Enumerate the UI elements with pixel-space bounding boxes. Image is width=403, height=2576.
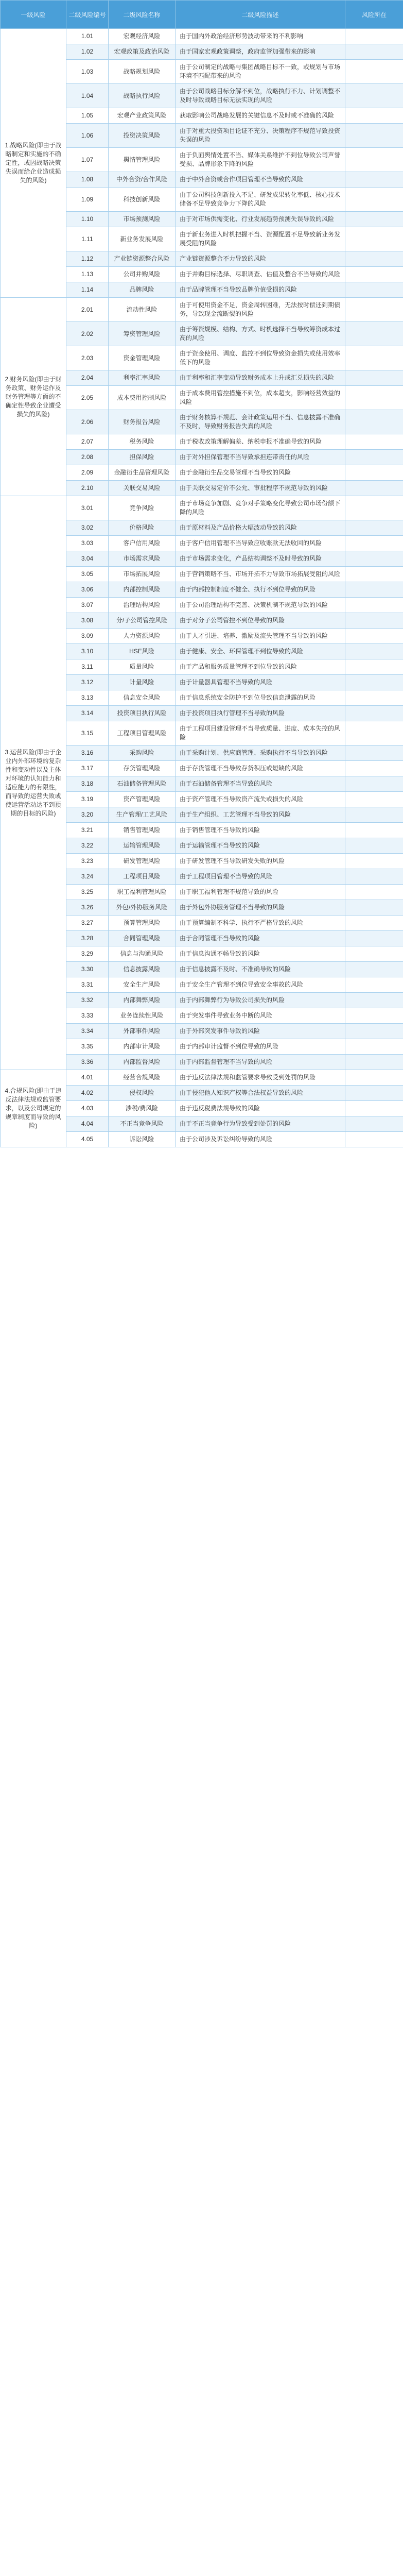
risk-description-cell: 由于公司制定的战略与集团战略目标不一致，或规划与市场环境不匹配带来的风险 [176,60,345,84]
risk-code-cell: 4.03 [66,1101,109,1116]
risk-location-cell [345,885,403,900]
risk-code-cell: 4.04 [66,1116,109,1132]
risk-name-cell: 中外合资/合作风险 [109,172,176,188]
risk-code-cell: 3.30 [66,962,109,977]
risk-description-cell: 由于职工福利管理不规范导致的风险 [176,885,345,900]
risk-location-cell [345,613,403,629]
risk-code-cell: 3.21 [66,823,109,838]
risk-location-cell [345,869,403,885]
risk-code-cell: 2.01 [66,298,109,322]
risk-description-cell: 由于国家宏观政策调整，政府监管加强带来的影响 [176,44,345,60]
risk-description-cell: 由于成本费用管控措施不到位，成本超支，影响经营效益的风险 [176,386,345,410]
risk-description-cell: 由于存货管理不当导致存货积压或短缺的风险 [176,761,345,776]
risk-location-cell [345,386,403,410]
risk-code-cell: 3.09 [66,629,109,644]
risk-name-cell: 市场拓展风险 [109,567,176,582]
risk-description-cell: 由于可使用资金不足，资金周转困难，无法按时偿还到期债务，导致现金流断裂的风险 [176,298,345,322]
risk-code-cell: 3.32 [66,993,109,1008]
level1-risk-cell: 1.战略风险(即由于战略制定和实施的不确定性，或因战略决策失误而给企业造成损失的风险) [1,29,66,298]
risk-code-cell: 4.01 [66,1070,109,1086]
risk-location-cell [345,1039,403,1055]
risk-name-cell: 计量风险 [109,675,176,690]
risk-location-cell [345,188,403,212]
risk-code-cell: 2.04 [66,370,109,386]
risk-description-cell: 由于资产管理不当导致资产流失或损失的风险 [176,792,345,807]
risk-description-cell: 由于对外担保管理不当导致承担连带责任的风险 [176,450,345,465]
table-body [1,29,403,1147]
risk-location-cell [345,282,403,298]
level1-risk-cell: 4.合规风险(即由于违反法律法规或监管要求，以及公司规定的规章制度而导致的风险) [1,1070,66,1147]
risk-name-cell: 内部舞弊风险 [109,993,176,1008]
risk-description-cell: 由于市场需求变化，产品结构调整不及时导致的风险 [176,551,345,567]
risk-location-cell [345,1116,403,1132]
risk-code-cell: 3.14 [66,706,109,721]
risk-name-cell: 石油储备管理风险 [109,776,176,792]
risk-code-cell: 1.09 [66,188,109,212]
risk-description-cell: 由于公司涉及诉讼纠纷导致的风险 [176,1132,345,1147]
risk-name-cell: 筹资管理风险 [109,322,176,346]
risk-name-cell: 客户信用风险 [109,536,176,551]
header-code: 二级风险编号 [66,1,109,29]
risk-code-cell: 3.23 [66,854,109,869]
risk-code-cell: 3.19 [66,792,109,807]
risk-location-cell [345,1008,403,1024]
risk-name-cell: 资产管理风险 [109,792,176,807]
risk-name-cell: 宏观政策及政治风险 [109,44,176,60]
risk-location-cell [345,465,403,481]
risk-code-cell: 2.07 [66,434,109,450]
risk-code-cell: 3.24 [66,869,109,885]
risk-description-cell: 由于内部监督管理不当导致的风险 [176,1055,345,1070]
risk-description-cell: 由于投资项目执行管理不当导致的风险 [176,706,345,721]
risk-code-cell: 3.13 [66,690,109,706]
risk-description-cell: 由于信息沟通不畅导致的风险 [176,946,345,962]
table-row [1,29,403,44]
risk-table-page [0,0,403,1153]
risk-location-cell [345,84,403,108]
risk-description-cell: 由于安全生产管理不到位导致安全事故的风险 [176,977,345,993]
risk-code-cell: 2.06 [66,410,109,434]
risk-code-cell: 1.01 [66,29,109,44]
table-row [1,298,403,322]
risk-description-cell: 由于违反法律法规和监管要求导致受到处罚的风险 [176,1070,345,1086]
risk-description-cell: 由于对分子公司管控不到位导致的风险 [176,613,345,629]
risk-description-cell: 由于税收政策理解偏差、纳税申报不准确导致的风险 [176,434,345,450]
risk-location-cell [345,721,403,745]
risk-description-cell: 由于生产组织、工艺管理不当导致的风险 [176,807,345,823]
risk-code-cell: 1.13 [66,267,109,282]
risk-location-cell [345,659,403,675]
risk-name-cell: 市场预测风险 [109,212,176,227]
risk-description-cell: 由于内部控制制度不健全、执行不到位导致的风险 [176,582,345,598]
risk-name-cell: 宏观经济风险 [109,29,176,44]
risk-description-cell: 由于侵犯他人知识产权等合法权益导致的风险 [176,1086,345,1101]
risk-name-cell: 金融衍生品管理风险 [109,465,176,481]
risk-description-cell: 由于突发事件导致业务中断的风险 [176,1008,345,1024]
risk-location-cell [345,977,403,993]
risk-name-cell: 流动性风险 [109,298,176,322]
risk-name-cell: 信息与沟通风险 [109,946,176,962]
risk-location-cell [345,267,403,282]
risk-description-cell: 由于金融衍生品交易管理不当导致的风险 [176,465,345,481]
risk-location-cell [345,450,403,465]
risk-location-cell [345,44,403,60]
risk-code-cell: 2.03 [66,346,109,370]
risk-code-cell: 1.04 [66,84,109,108]
risk-location-cell [345,776,403,792]
risk-name-cell: 治理结构风险 [109,598,176,613]
risk-description-cell: 由于负面舆情处置不当、媒体关系维护不到位导致公司声誉受损、品牌形象下降的风险 [176,148,345,172]
risk-code-cell: 2.09 [66,465,109,481]
header-level1: 一级风险 [1,1,66,29]
risk-location-cell [345,644,403,659]
risk-code-cell: 3.34 [66,1024,109,1039]
risk-name-cell: 资金管理风险 [109,346,176,370]
risk-name-cell: 竞争风险 [109,496,176,520]
risk-code-cell: 3.22 [66,838,109,854]
risk-code-cell: 1.11 [66,227,109,251]
risk-code-cell: 3.18 [66,776,109,792]
risk-code-cell: 3.25 [66,885,109,900]
risk-description-cell: 由于营销策略不当、市场开拓不力导致市场拓展受阻的风险 [176,567,345,582]
risk-code-cell: 1.03 [66,60,109,84]
risk-description-cell: 由于公司科技创新投入不足、研发成果转化率低、核心技术储备不足导致竞争力下降的风险 [176,188,345,212]
risk-name-cell: 运输管理风险 [109,838,176,854]
risk-location-cell [345,536,403,551]
risk-table [0,0,403,1147]
risk-code-cell: 1.02 [66,44,109,60]
table-row [1,1070,403,1086]
risk-code-cell: 4.05 [66,1132,109,1147]
risk-location-cell [345,761,403,776]
risk-code-cell: 3.03 [66,536,109,551]
risk-name-cell: 信息安全风险 [109,690,176,706]
risk-location-cell [345,1132,403,1147]
risk-description-cell: 由于原材料及产品价格大幅波动导致的风险 [176,520,345,536]
risk-name-cell: 内部审计风险 [109,1039,176,1055]
level1-risk-cell: 3.运营风险(即由于企业内外部环境的复杂性和变动性以及主体对环境的认知能力和适应能力的有限性，而导致的运营失败或使运营活动达不到预期的目标的风险) [1,496,66,1070]
risk-description-cell: 由于外包外协服务管理不当导致的风险 [176,900,345,916]
risk-name-cell: 战略执行风险 [109,84,176,108]
risk-code-cell: 3.16 [66,745,109,761]
risk-location-cell [345,1101,403,1116]
risk-description-cell: 由于人才引进、培养、激励及流失管理不当导致的风险 [176,629,345,644]
risk-name-cell: 内部监督风险 [109,1055,176,1070]
risk-name-cell: 业务连续性风险 [109,1008,176,1024]
risk-location-cell [345,60,403,84]
risk-code-cell: 1.14 [66,282,109,298]
risk-code-cell: 3.07 [66,598,109,613]
header-description: 二级风险描述 [176,1,345,29]
risk-code-cell: 3.33 [66,1008,109,1024]
risk-description-cell: 由于国内外政治经济形势波动带来的不利影响 [176,29,345,44]
risk-description-cell: 由于计量器具管理不当导致的风险 [176,675,345,690]
risk-name-cell: 外部事件风险 [109,1024,176,1039]
risk-code-cell: 3.11 [66,659,109,675]
risk-name-cell: 研发管理风险 [109,854,176,869]
risk-location-cell [345,916,403,931]
risk-description-cell: 由于研发管理不当导致研发失败的风险 [176,854,345,869]
risk-name-cell: 舆情管理风险 [109,148,176,172]
risk-description-cell: 由于对重大投资项目论证不充分、决策程序不规范导致投资失误的风险 [176,124,345,148]
risk-code-cell: 1.12 [66,251,109,267]
risk-description-cell: 由于内部审计监督不到位导致的风险 [176,1039,345,1055]
risk-description-cell: 由于并购目标选择、尽职调查、估值及整合不当导致的风险 [176,267,345,282]
risk-name-cell: 产业链资源整合风险 [109,251,176,267]
risk-name-cell: 销售管理风险 [109,823,176,838]
risk-code-cell: 1.10 [66,212,109,227]
risk-name-cell: 新业务发展风险 [109,227,176,251]
risk-code-cell: 3.04 [66,551,109,567]
risk-name-cell: 投资决策风险 [109,124,176,148]
risk-code-cell: 2.10 [66,481,109,496]
risk-code-cell: 1.07 [66,148,109,172]
risk-description-cell: 由于利率和汇率变动导致财务成本上升或汇兑损失的风险 [176,370,345,386]
risk-description-cell: 由于公司战略目标分解不到位，战略执行不力、计划调整不及时导致战略目标无法实现的风险 [176,84,345,108]
risk-description-cell: 由于产品和服务质量管理不到位导致的风险 [176,659,345,675]
risk-description-cell: 由于财务核算不规范、会计政策运用不当、信息披露不准确不及时，导致财务报告失真的风险 [176,410,345,434]
risk-location-cell [345,212,403,227]
risk-code-cell: 4.02 [66,1086,109,1101]
risk-name-cell: 侵权风险 [109,1086,176,1101]
risk-description-cell: 由于合同管理不当导致的风险 [176,931,345,946]
risk-code-cell: 1.08 [66,172,109,188]
level1-risk-cell: 2.财务风险(即由于财务政策、财务运作及财务管理等方面的不确定性导致企业遭受损失的风险) [1,298,66,496]
risk-code-cell: 3.05 [66,567,109,582]
risk-description-cell: 由于工程项目建设管理不当导致质量、进度、成本失控的风险 [176,721,345,745]
risk-location-cell [345,370,403,386]
risk-code-cell: 3.26 [66,900,109,916]
risk-description-cell: 由于信息披露不及时、不准确导致的风险 [176,962,345,977]
risk-name-cell: 科技创新风险 [109,188,176,212]
risk-location-cell [345,496,403,520]
risk-code-cell: 1.05 [66,108,109,124]
risk-name-cell: 诉讼风险 [109,1132,176,1147]
risk-name-cell: 成本费用控制风险 [109,386,176,410]
risk-description-cell: 由于健康、安全、环保管理不到位导致的风险 [176,644,345,659]
risk-location-cell [345,172,403,188]
risk-description-cell: 由于不正当竞争行为导致受到处罚的风险 [176,1116,345,1132]
risk-code-cell: 1.06 [66,124,109,148]
risk-name-cell: 安全生产风险 [109,977,176,993]
risk-location-cell [345,690,403,706]
risk-name-cell: 预算管理风险 [109,916,176,931]
risk-name-cell: 不正当竞争风险 [109,1116,176,1132]
risk-code-cell: 3.27 [66,916,109,931]
risk-location-cell [345,481,403,496]
risk-description-cell: 由于中外合资或合作项目管理不当导致的风险 [176,172,345,188]
risk-code-cell: 3.08 [66,613,109,629]
risk-code-cell: 2.08 [66,450,109,465]
header-location: 风险所在 [345,1,403,29]
risk-code-cell: 2.05 [66,386,109,410]
risk-location-cell [345,946,403,962]
risk-description-cell: 由于筹资规模、结构、方式、时机选择不当导致筹资成本过高的风险 [176,322,345,346]
risk-description-cell: 由于预算编制不科学、执行不严格导致的风险 [176,916,345,931]
table-header-row [1,1,403,29]
risk-location-cell [345,823,403,838]
risk-location-cell [345,838,403,854]
risk-name-cell: 外包/外协服务风险 [109,900,176,916]
risk-location-cell [345,108,403,124]
risk-location-cell [345,520,403,536]
risk-location-cell [345,567,403,582]
risk-name-cell: 宏观产业政策风险 [109,108,176,124]
risk-description-cell: 由于市场竞争加剧、竞争对手策略变化导致公司市场份额下降的风险 [176,496,345,520]
risk-name-cell: 采购风险 [109,745,176,761]
risk-name-cell: 质量风险 [109,659,176,675]
risk-code-cell: 3.31 [66,977,109,993]
risk-location-cell [345,434,403,450]
risk-code-cell: 3.10 [66,644,109,659]
risk-description-cell: 由于关联交易定价不公允、审批程序不规范导致的风险 [176,481,345,496]
risk-description-cell: 产业链资源整合不力导致的风险 [176,251,345,267]
risk-location-cell [345,551,403,567]
risk-location-cell [345,792,403,807]
risk-location-cell [345,900,403,916]
risk-location-cell [345,745,403,761]
risk-location-cell [345,931,403,946]
risk-location-cell [345,1055,403,1070]
risk-name-cell: 合同管理风险 [109,931,176,946]
risk-code-cell: 3.12 [66,675,109,690]
risk-name-cell: 关联交易风险 [109,481,176,496]
risk-description-cell: 由于对市场供需变化、行业发展趋势预测失误导致的风险 [176,212,345,227]
risk-description-cell: 由于客户信用管理不当导致应收账款无法收回的风险 [176,536,345,551]
risk-location-cell [345,962,403,977]
risk-name-cell: 信息披露风险 [109,962,176,977]
risk-location-cell [345,322,403,346]
risk-location-cell [345,993,403,1008]
risk-code-cell: 3.28 [66,931,109,946]
risk-code-cell: 3.02 [66,520,109,536]
risk-name-cell: 投资项目执行风险 [109,706,176,721]
risk-description-cell: 由于品牌管理不当导致品牌价值受损的风险 [176,282,345,298]
risk-code-cell: 3.06 [66,582,109,598]
risk-description-cell: 由于新业务进入时机把握不当、资源配置不足导致新业务发展受阻的风险 [176,227,345,251]
risk-name-cell: 品牌风险 [109,282,176,298]
risk-description-cell: 由于外部突发事件导致的风险 [176,1024,345,1039]
risk-description-cell: 由于销售管理不当导致的风险 [176,823,345,838]
risk-description-cell: 由于公司治理结构不完善、决策机制不规范导致的风险 [176,598,345,613]
risk-description-cell: 由于资金使用、调度、监控不到位导致资金损失或使用效率低下的风险 [176,346,345,370]
risk-name-cell: 战略规划风险 [109,60,176,84]
risk-name-cell: 存货管理风险 [109,761,176,776]
risk-location-cell [345,410,403,434]
risk-description-cell: 由于信息系统安全防护不到位导致信息泄露的风险 [176,690,345,706]
risk-description-cell: 由于运输管理不当导致的风险 [176,838,345,854]
risk-name-cell: 涉税/费风险 [109,1101,176,1116]
risk-name-cell: 价格风险 [109,520,176,536]
risk-name-cell: 工程项目管理风险 [109,721,176,745]
risk-name-cell: 内部控制风险 [109,582,176,598]
risk-name-cell: 利率汇率风险 [109,370,176,386]
risk-name-cell: 税务风险 [109,434,176,450]
risk-name-cell: 工程项目风险 [109,869,176,885]
risk-location-cell [345,346,403,370]
risk-location-cell [345,706,403,721]
risk-name-cell: 公司并购风险 [109,267,176,282]
risk-description-cell: 由于内部舞弊行为导致公司损失的风险 [176,993,345,1008]
risk-location-cell [345,148,403,172]
risk-location-cell [345,251,403,267]
risk-code-cell: 3.29 [66,946,109,962]
risk-description-cell: 由于石油储备管理不当导致的风险 [176,776,345,792]
risk-location-cell [345,1086,403,1101]
risk-location-cell [345,1070,403,1086]
risk-location-cell [345,807,403,823]
risk-name-cell: 分/子公司管控风险 [109,613,176,629]
risk-code-cell: 3.35 [66,1039,109,1055]
risk-location-cell [345,1024,403,1039]
risk-name-cell: 市场需求风险 [109,551,176,567]
risk-name-cell: 职工福利管理风险 [109,885,176,900]
risk-name-cell: 生产管理/工艺风险 [109,807,176,823]
risk-code-cell: 3.36 [66,1055,109,1070]
risk-description-cell: 获取影响公司战略发展的关键信息不及时或不准确的风险 [176,108,345,124]
risk-name-cell: 经营合规风险 [109,1070,176,1086]
risk-location-cell [345,298,403,322]
risk-description-cell: 由于工程项目管理不当导致的风险 [176,869,345,885]
header-name: 二级风险名称 [109,1,176,29]
risk-name-cell: HSE风险 [109,644,176,659]
risk-code-cell: 3.15 [66,721,109,745]
risk-location-cell [345,227,403,251]
risk-code-cell: 2.02 [66,322,109,346]
risk-code-cell: 3.01 [66,496,109,520]
risk-location-cell [345,598,403,613]
risk-code-cell: 3.17 [66,761,109,776]
risk-location-cell [345,629,403,644]
risk-name-cell: 人力资源风险 [109,629,176,644]
risk-location-cell [345,675,403,690]
risk-location-cell [345,854,403,869]
risk-location-cell [345,124,403,148]
risk-location-cell [345,582,403,598]
risk-description-cell: 由于违反税费法规导致的风险 [176,1101,345,1116]
risk-name-cell: 担保风险 [109,450,176,465]
risk-name-cell: 财务报告风险 [109,410,176,434]
risk-location-cell [345,29,403,44]
risk-description-cell: 由于采购计划、供应商管理、采购执行不当导致的风险 [176,745,345,761]
risk-code-cell: 3.20 [66,807,109,823]
table-row [1,496,403,520]
